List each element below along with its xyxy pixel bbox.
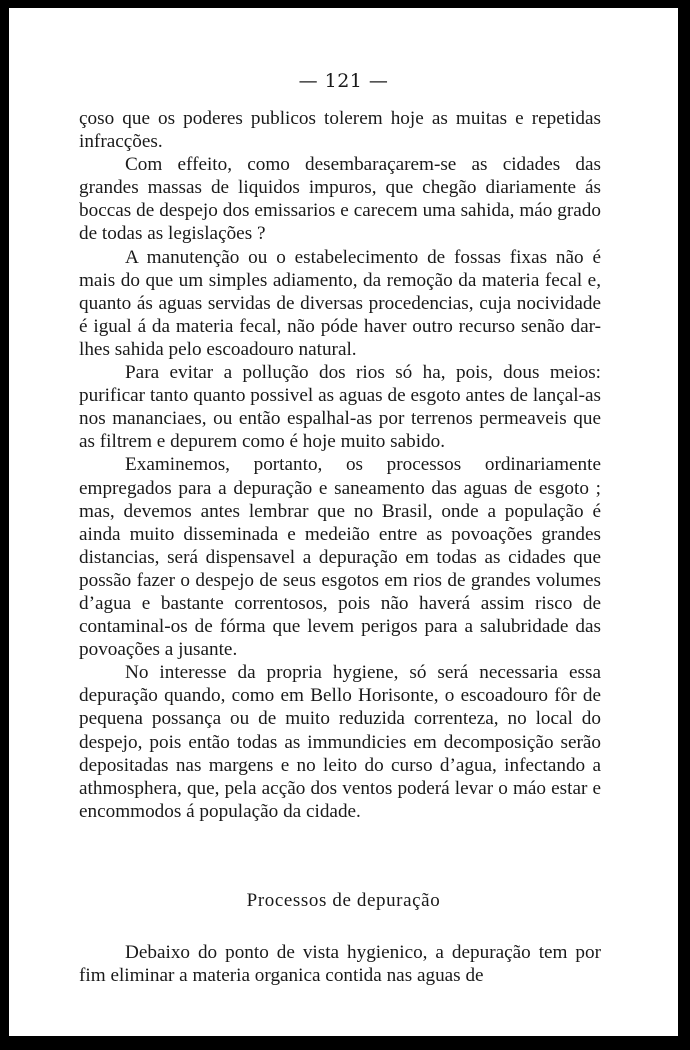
book-page xyxy=(9,8,678,1036)
paragraph: Com effeito, como desembaraçarem-se as cidades das grandes massas de liquidos impuros, que chegão diariamente ás boccas de despejo dos emissarios e carecem uma sahida, máo grado de todas as legislações ? xyxy=(79,154,601,245)
page-number: — 121 — xyxy=(298,70,389,92)
section-body-text xyxy=(79,941,601,987)
paragraph: No interesse da propria hygiene, só será necessaria essa depuração quando, como em Bello Horisonte, o escoadouro fôr de pequena possança ou de muito reduzida correnteza, no local do despejo, pois então todas as immundicies em decomposição serão depositadas nas margens e no leito do curso d’agua, infectando a athmosphera, que, pela acção dos ventos poderá levar o máo estar e encommodos á população da cidade. xyxy=(79,662,601,822)
paragraph: A manutenção ou o estabelecimento de fossas fixas não é mais do que um simples adiamento, da remoção da materia fecal e, quanto ás aguas servidas de diversas procedencias, cuja nocividade é igual á da materia fecal, não póde haver outro recurso senão dar-lhes sahida pelo escoadouro natural. xyxy=(79,246,601,360)
section-heading: Processos de depuração xyxy=(246,890,441,911)
paragraph: Debaixo do ponto de vista hygienico, a depuração tem por fim eliminar a materia organica contida nas aguas de xyxy=(79,942,601,987)
paragraph-continuation: çoso que os poderes publicos tolerem hoje as muitas e repetidas infracções. xyxy=(79,108,601,153)
paragraph: Examinemos, portanto, os processos ordinariamente empregados para a depuração e saneamento das aguas de esgoto ; mas, devemos antes lembrar que no Brasil, onde a população é ainda muito disseminada e medeião entre as povoações grandes distancias, será dispensavel a depuração em todas as cidades que possão fazer o despejo de seus esgotos em rios de grandes volumes d’agua e bastante correntosos, pois não haverá assim risco de contaminal-os de fórma que levem perigos para a salubridade das povoações a jusante. xyxy=(79,454,601,661)
paragraph: Para evitar a pollução dos rios só ha, pois, dous meios: purificar tanto quanto possivel as aguas de esgoto antes de lançal-as nos mananciaes, ou então espalhal-as por terrenos permeaveis que as filtrem e depurem como é hoje muito sabido. xyxy=(79,362,601,453)
body-text xyxy=(79,107,601,823)
